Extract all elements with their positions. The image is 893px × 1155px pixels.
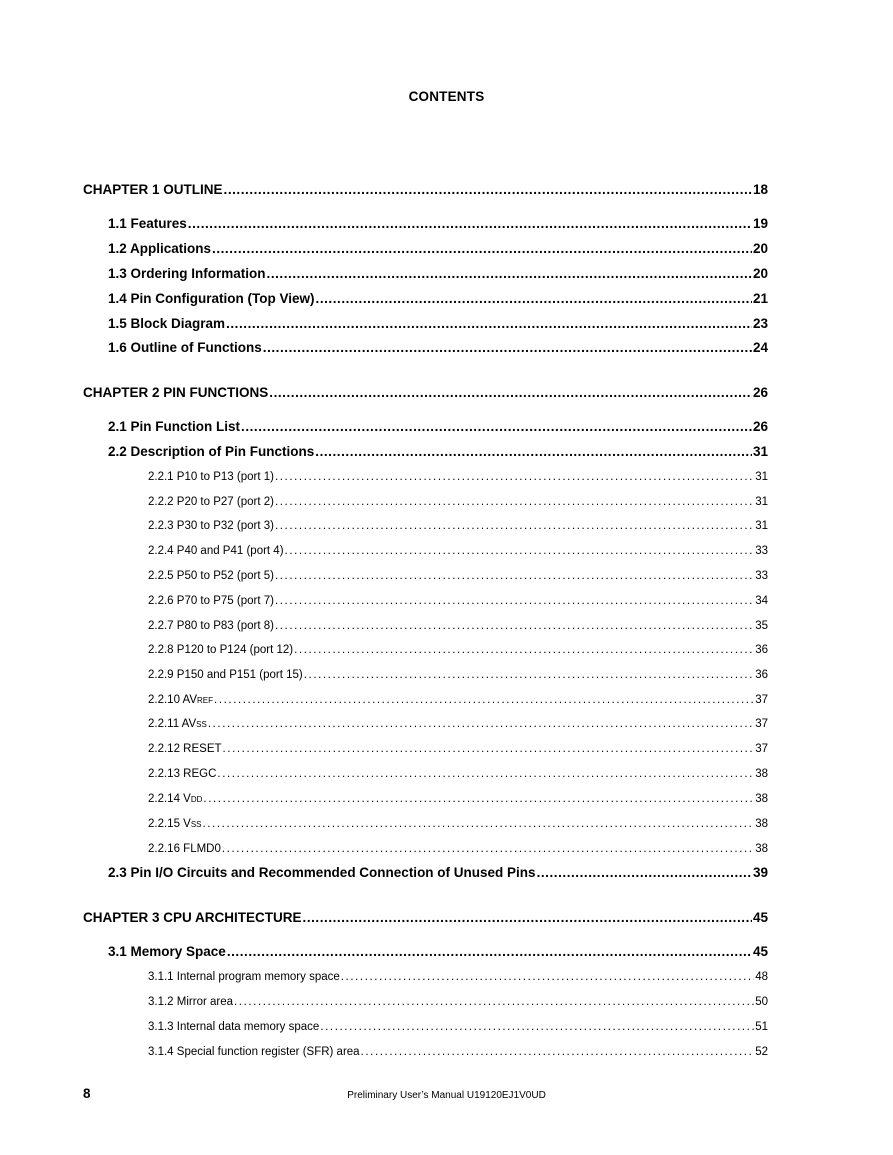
dot-leader	[294, 644, 754, 656]
toc-entry-overlined-signal: RESET	[183, 743, 222, 755]
toc-entry-label-text: 2.2.15 V	[148, 818, 191, 830]
toc-entry-label-text: 2.2.4 P40 and P41 (port 4)	[148, 545, 284, 557]
toc-entry-sub[interactable]	[148, 694, 768, 706]
toc-entry-label-text: CHAPTER 3 CPU ARCHITECTURE	[83, 910, 302, 925]
toc-entry-sub[interactable]	[148, 620, 768, 632]
toc-entry-page: 33	[755, 570, 768, 582]
toc-entry-sub[interactable]	[148, 496, 768, 508]
toc-entry-chapter[interactable]	[83, 182, 768, 197]
toc-entry-label	[108, 266, 266, 281]
toc-entry-label-text: 3.1 Memory Space	[108, 944, 226, 959]
toc-entry-section[interactable]	[108, 266, 768, 281]
toc-entry-sub[interactable]	[148, 843, 768, 855]
toc-entry-label-text: 2.2 Description of Pin Functions	[108, 444, 315, 459]
toc-entry-page: 18	[752, 182, 768, 197]
dot-leader	[316, 291, 752, 306]
dot-leader	[234, 996, 754, 1008]
dot-leader	[217, 768, 754, 780]
toc-entry-sub[interactable]	[148, 669, 768, 681]
toc-entry-chapter[interactable]	[83, 910, 768, 925]
toc-entry-page: 52	[755, 1046, 768, 1058]
toc-entry-page: 31	[752, 444, 768, 459]
dot-leader	[214, 694, 754, 706]
toc-entry-sub[interactable]	[148, 768, 768, 780]
toc-entry-page: 45	[752, 944, 768, 959]
toc-entry-label-text: 2.2.11 AV	[148, 718, 197, 730]
dot-leader	[320, 1021, 754, 1033]
toc-entry-sub[interactable]	[148, 743, 768, 755]
toc-entry-label-text: 1.2 Applications	[108, 241, 212, 256]
toc-entry-page: 26	[752, 385, 768, 400]
toc-entry-label	[148, 1021, 319, 1033]
toc-entry-label	[108, 444, 314, 459]
toc-entry-section[interactable]	[108, 865, 768, 880]
toc-entry-label-text: 2.2.9 P150 and P151 (port 15)	[148, 669, 303, 681]
toc-entry-label	[108, 340, 262, 355]
toc-entry-label	[148, 843, 221, 855]
toc-entry-label	[148, 471, 274, 483]
toc-entry-subscript: SS	[190, 820, 202, 829]
toc-entry-subscript: REF	[197, 696, 214, 705]
dot-leader	[212, 241, 752, 256]
dot-leader	[222, 843, 754, 855]
dot-leader	[303, 910, 752, 925]
toc-entry-page: 36	[755, 644, 768, 656]
toc-entry-page: 31	[755, 496, 768, 508]
toc-entry-label-text: 1.6 Outline of Functions	[108, 340, 262, 355]
dot-leader	[223, 743, 755, 755]
dot-leader	[275, 620, 754, 632]
toc-entry-page: 37	[755, 718, 768, 730]
toc-entry-label-text: 2.2.3 P30 to P32 (port 3)	[148, 520, 274, 532]
toc-entry-page: 48	[755, 971, 768, 983]
toc-entry-sub[interactable]	[148, 818, 768, 830]
toc-entry-label	[148, 520, 274, 532]
toc-entry-label-text: 1.5 Block Diagram	[108, 316, 226, 331]
toc-entry-label	[148, 669, 303, 681]
toc-entry-section[interactable]	[108, 340, 768, 355]
toc-entry-label	[108, 419, 240, 434]
dot-leader	[537, 865, 752, 880]
dot-leader	[226, 316, 752, 331]
toc-entry-label-text: 2.2.16 FLMD0	[148, 843, 221, 855]
toc-entry-subscript: DD	[190, 795, 203, 804]
toc-entry-label-text: 1.4 Pin Configuration (Top View)	[108, 291, 315, 306]
toc-entry-sub[interactable]	[148, 520, 768, 532]
toc-entry-sub[interactable]	[148, 971, 768, 983]
toc-entry-sub[interactable]	[148, 1021, 768, 1033]
toc-entry-label-text: CHAPTER 1 OUTLINE	[83, 182, 223, 197]
toc-entry-label	[83, 182, 223, 197]
toc-entry-label-text: 2.3 Pin I/O Circuits and Recommended Connection of Unused Pins	[108, 865, 536, 880]
toc-entry-label-text: 2.2.6 P70 to P75 (port 7)	[148, 595, 274, 607]
toc-entry-label-text: 3.1.4 Special function register (SFR) area	[148, 1046, 360, 1058]
dot-leader	[241, 419, 752, 434]
toc-entry-label-text: 2.2.1 P10 to P13 (port 1)	[148, 471, 274, 483]
toc-entry-page: 31	[755, 471, 768, 483]
toc-entry-page: 24	[752, 340, 768, 355]
toc-entry-page: 35	[755, 620, 768, 632]
dot-leader	[267, 266, 752, 281]
toc-entry-label-text: 3.1.3 Internal data memory space	[148, 1021, 320, 1033]
toc-entry-page: 50	[755, 996, 768, 1008]
toc-entry-label-text: 2.2.13 REGC	[148, 768, 217, 780]
toc-entry-sub[interactable]	[148, 570, 768, 582]
dot-leader	[203, 793, 754, 805]
toc-entry-label	[148, 496, 274, 508]
toc-entry-label-text: 2.2.7 P80 to P83 (port 8)	[148, 620, 274, 632]
toc-entry-section[interactable]	[108, 444, 768, 459]
dot-leader	[224, 182, 752, 197]
dot-leader	[269, 385, 752, 400]
toc-entry-page: 20	[752, 266, 768, 281]
dot-leader	[275, 520, 754, 532]
dot-leader	[304, 669, 754, 681]
toc-entry-label-text: 2.2.12	[148, 743, 184, 755]
toc-entry-sub[interactable]	[148, 718, 768, 730]
toc-entry-label	[148, 718, 207, 730]
footer-text: Preliminary User’s Manual U19120EJ1V0UD	[347, 1090, 546, 1101]
toc-entry-page: 37	[755, 743, 768, 755]
toc-entry-label-text: 1.1 Features	[108, 216, 187, 231]
dot-leader	[275, 595, 754, 607]
toc-entry-sub[interactable]	[148, 545, 768, 557]
dot-leader	[208, 718, 754, 730]
toc-entry-label-text: 1.3 Ordering Information	[108, 266, 266, 281]
toc-entry-label	[148, 1046, 360, 1058]
toc-entry-page: 31	[755, 520, 768, 532]
toc-entry-sub[interactable]	[148, 996, 768, 1008]
toc-entry-subscript: SS	[196, 720, 207, 729]
toc-entry-sub[interactable]	[148, 595, 768, 607]
toc-entry-label	[108, 316, 225, 331]
toc-entry-sub[interactable]	[148, 644, 768, 656]
page-number: 8	[83, 1086, 91, 1101]
toc-entry-chapter[interactable]	[83, 385, 768, 400]
toc-entry-sub[interactable]	[148, 1046, 768, 1058]
toc-entry-section[interactable]	[108, 241, 768, 256]
toc-entry-page: 38	[755, 768, 768, 780]
dot-leader	[285, 545, 755, 557]
toc-entry-label	[148, 818, 202, 830]
dot-leader	[203, 818, 755, 830]
toc-entry-label	[108, 241, 211, 256]
toc-entry-label	[83, 385, 268, 400]
dot-leader	[341, 971, 754, 983]
toc-entry-label-text: 2.2.5 P50 to P52 (port 5)	[148, 570, 274, 582]
toc-entry-page: 19	[752, 216, 768, 231]
toc-entry-page: 38	[755, 793, 768, 805]
toc-entry-label	[148, 644, 293, 656]
toc-entry-label-text: CHAPTER 2 PIN FUNCTIONS	[83, 385, 269, 400]
toc-entry-label	[148, 768, 216, 780]
toc-entry-section[interactable]	[108, 316, 768, 331]
dot-leader	[315, 444, 752, 459]
toc-entry-label	[148, 971, 340, 983]
toc-entry-label	[148, 570, 274, 582]
toc-entry-label	[108, 291, 315, 306]
toc-entry-page: 45	[752, 910, 768, 925]
toc-entry-page: 38	[755, 843, 768, 855]
toc-entry-page: 26	[752, 419, 768, 434]
dot-leader	[275, 471, 754, 483]
toc-entry-label-text: 2.2.14 V	[148, 793, 191, 805]
dot-leader	[361, 1046, 755, 1058]
toc-entry-label-text: 2.2.10 AV	[148, 694, 198, 706]
toc-entry-sub[interactable]	[148, 471, 768, 483]
dot-leader	[188, 216, 752, 231]
toc-entry-page: 39	[752, 865, 768, 880]
toc-entry-page: 21	[752, 291, 768, 306]
toc-entry-label	[148, 545, 284, 557]
toc-entry-page: 36	[755, 669, 768, 681]
toc-entry-label-text: 2.2.8 P120 to P124 (port 12)	[148, 644, 294, 656]
toc-entry-label	[148, 793, 202, 805]
toc-entry-section[interactable]	[108, 944, 768, 959]
toc-entry-page: 20	[752, 241, 768, 256]
dot-leader	[275, 570, 754, 582]
toc-entry-page: 34	[755, 595, 768, 607]
toc-entry-section[interactable]	[108, 291, 768, 306]
toc-entry-label	[148, 743, 222, 755]
toc-entry-page: 51	[755, 1021, 768, 1033]
toc-entry-label	[148, 996, 233, 1008]
toc-entry-page: 23	[752, 316, 768, 331]
toc-entry-label-text: 2.2.2 P20 to P27 (port 2)	[148, 496, 274, 508]
toc-entry-label-text: 3.1.1 Internal program memory space	[148, 971, 340, 983]
toc-entry-sub[interactable]	[148, 793, 768, 805]
toc-entry-section[interactable]	[108, 419, 768, 434]
toc-entry-label	[83, 910, 302, 925]
toc-entry-section[interactable]	[108, 216, 768, 231]
dot-leader	[227, 944, 752, 959]
dot-leader	[263, 340, 752, 355]
toc-entry-page: 33	[755, 545, 768, 557]
toc-entry-page: 37	[755, 694, 768, 706]
page-title: CONTENTS	[408, 89, 485, 104]
toc-entry-label	[148, 694, 213, 706]
toc-entry-label	[108, 944, 226, 959]
toc-entry-label	[108, 865, 536, 880]
toc-entry-label-text: 3.1.2 Mirror area	[148, 996, 234, 1008]
toc-entry-page: 38	[755, 818, 768, 830]
toc-entry-label	[108, 216, 187, 231]
dot-leader	[275, 496, 754, 508]
toc-entry-label-text: 2.1 Pin Function List	[108, 419, 241, 434]
toc-entry-label	[148, 620, 274, 632]
toc-entry-label	[148, 595, 274, 607]
